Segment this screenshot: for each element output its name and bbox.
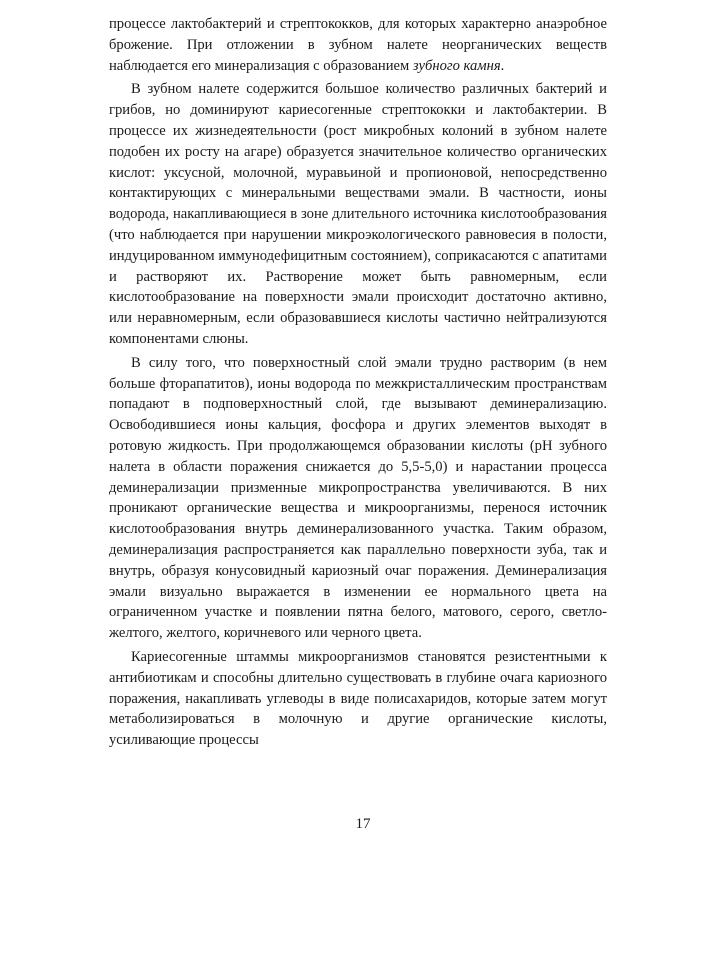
paragraph-1-text: процессе лактобактерий и стрептококков, для которых характерно анаэробное брожение. При отложении в зубном налете неорганических веществ наблюдается его минерализация с образованием: [109, 16, 607, 74]
paragraph-4: Кариесогенные штаммы микроорганизмов становятся резистентными к антибиотикам и способны длительно существовать в глубине очага кариозного поражения, накапливать углеводы в виде полисахаридов, которые затем могут метаболизироваться в молочную и другие органические кислоты, усиливающие процессы: [109, 648, 607, 749]
paragraph-3: В силу того, что поверхностный слой эмали трудно растворим (в нем больше фторапатитов), ионы водорода по межкристаллическим пространствам попадают в подповерхностный слой, где вызывают деминерализацию. Освободившиеся ионы кальция, фосфора и других элементов выходят в ротовую жидкость. При продолжающемся образовании кислоты (pH зубного налета в области поражения снижается до 5,5-5,0) и нарастании процесса деминерализации призменные микропространства увеличиваются. В них проникают органические вещества и микроорганизмы, перенося источник кислотообразования внутрь деминерализованного участка. Таким образом, деминерализация распространяется как параллельно поверхности зуба, так и внутрь, образуя конусовидный кариозный очаг поражения. Деминерализация эмали визуально выражается в изменении ее нормального цвета на ограниченном участке и появлении пятна белого, матового, серого, светло-желтого, желтого, коричневого или черного цвета.: [109, 354, 607, 642]
page-number: 17: [355, 816, 371, 832]
term-dental-calculus: зубного камня: [412, 57, 501, 74]
page-body: [109, 14, 607, 754]
paragraph-2: В зубном налете содержится большое количество различных бактерий и грибов, но доминируют кариесогенные стрептококки и лактобактерии. В процессе их жизнедеятельности (рост микробных колоний в зубном налете подобен их росту на агаре) образуется значительное количество органических кислот: уксусной, молочной, муравьиной и пропионовой, непосредственно контактирующих с минеральными веществами эмали. В частности, ионы водорода, накапливающиеся в зоне длительного источника кислотообразования (что наблюдается при нарушении микроэкологического равновесия в полости, индуцированном иммунодефицитным состоянием), соприкасаются с апатитами и растворяют их. Растворение может быть равномерным, если кислотообразование на поверхности эмали происходит достаточно активно, или неравномерным, если образовавшиеся кислоты частично нейтрализуются компонентами слюны.: [109, 81, 607, 347]
paragraph-1: [109, 14, 607, 76]
paragraph-1-end: .: [500, 57, 505, 74]
